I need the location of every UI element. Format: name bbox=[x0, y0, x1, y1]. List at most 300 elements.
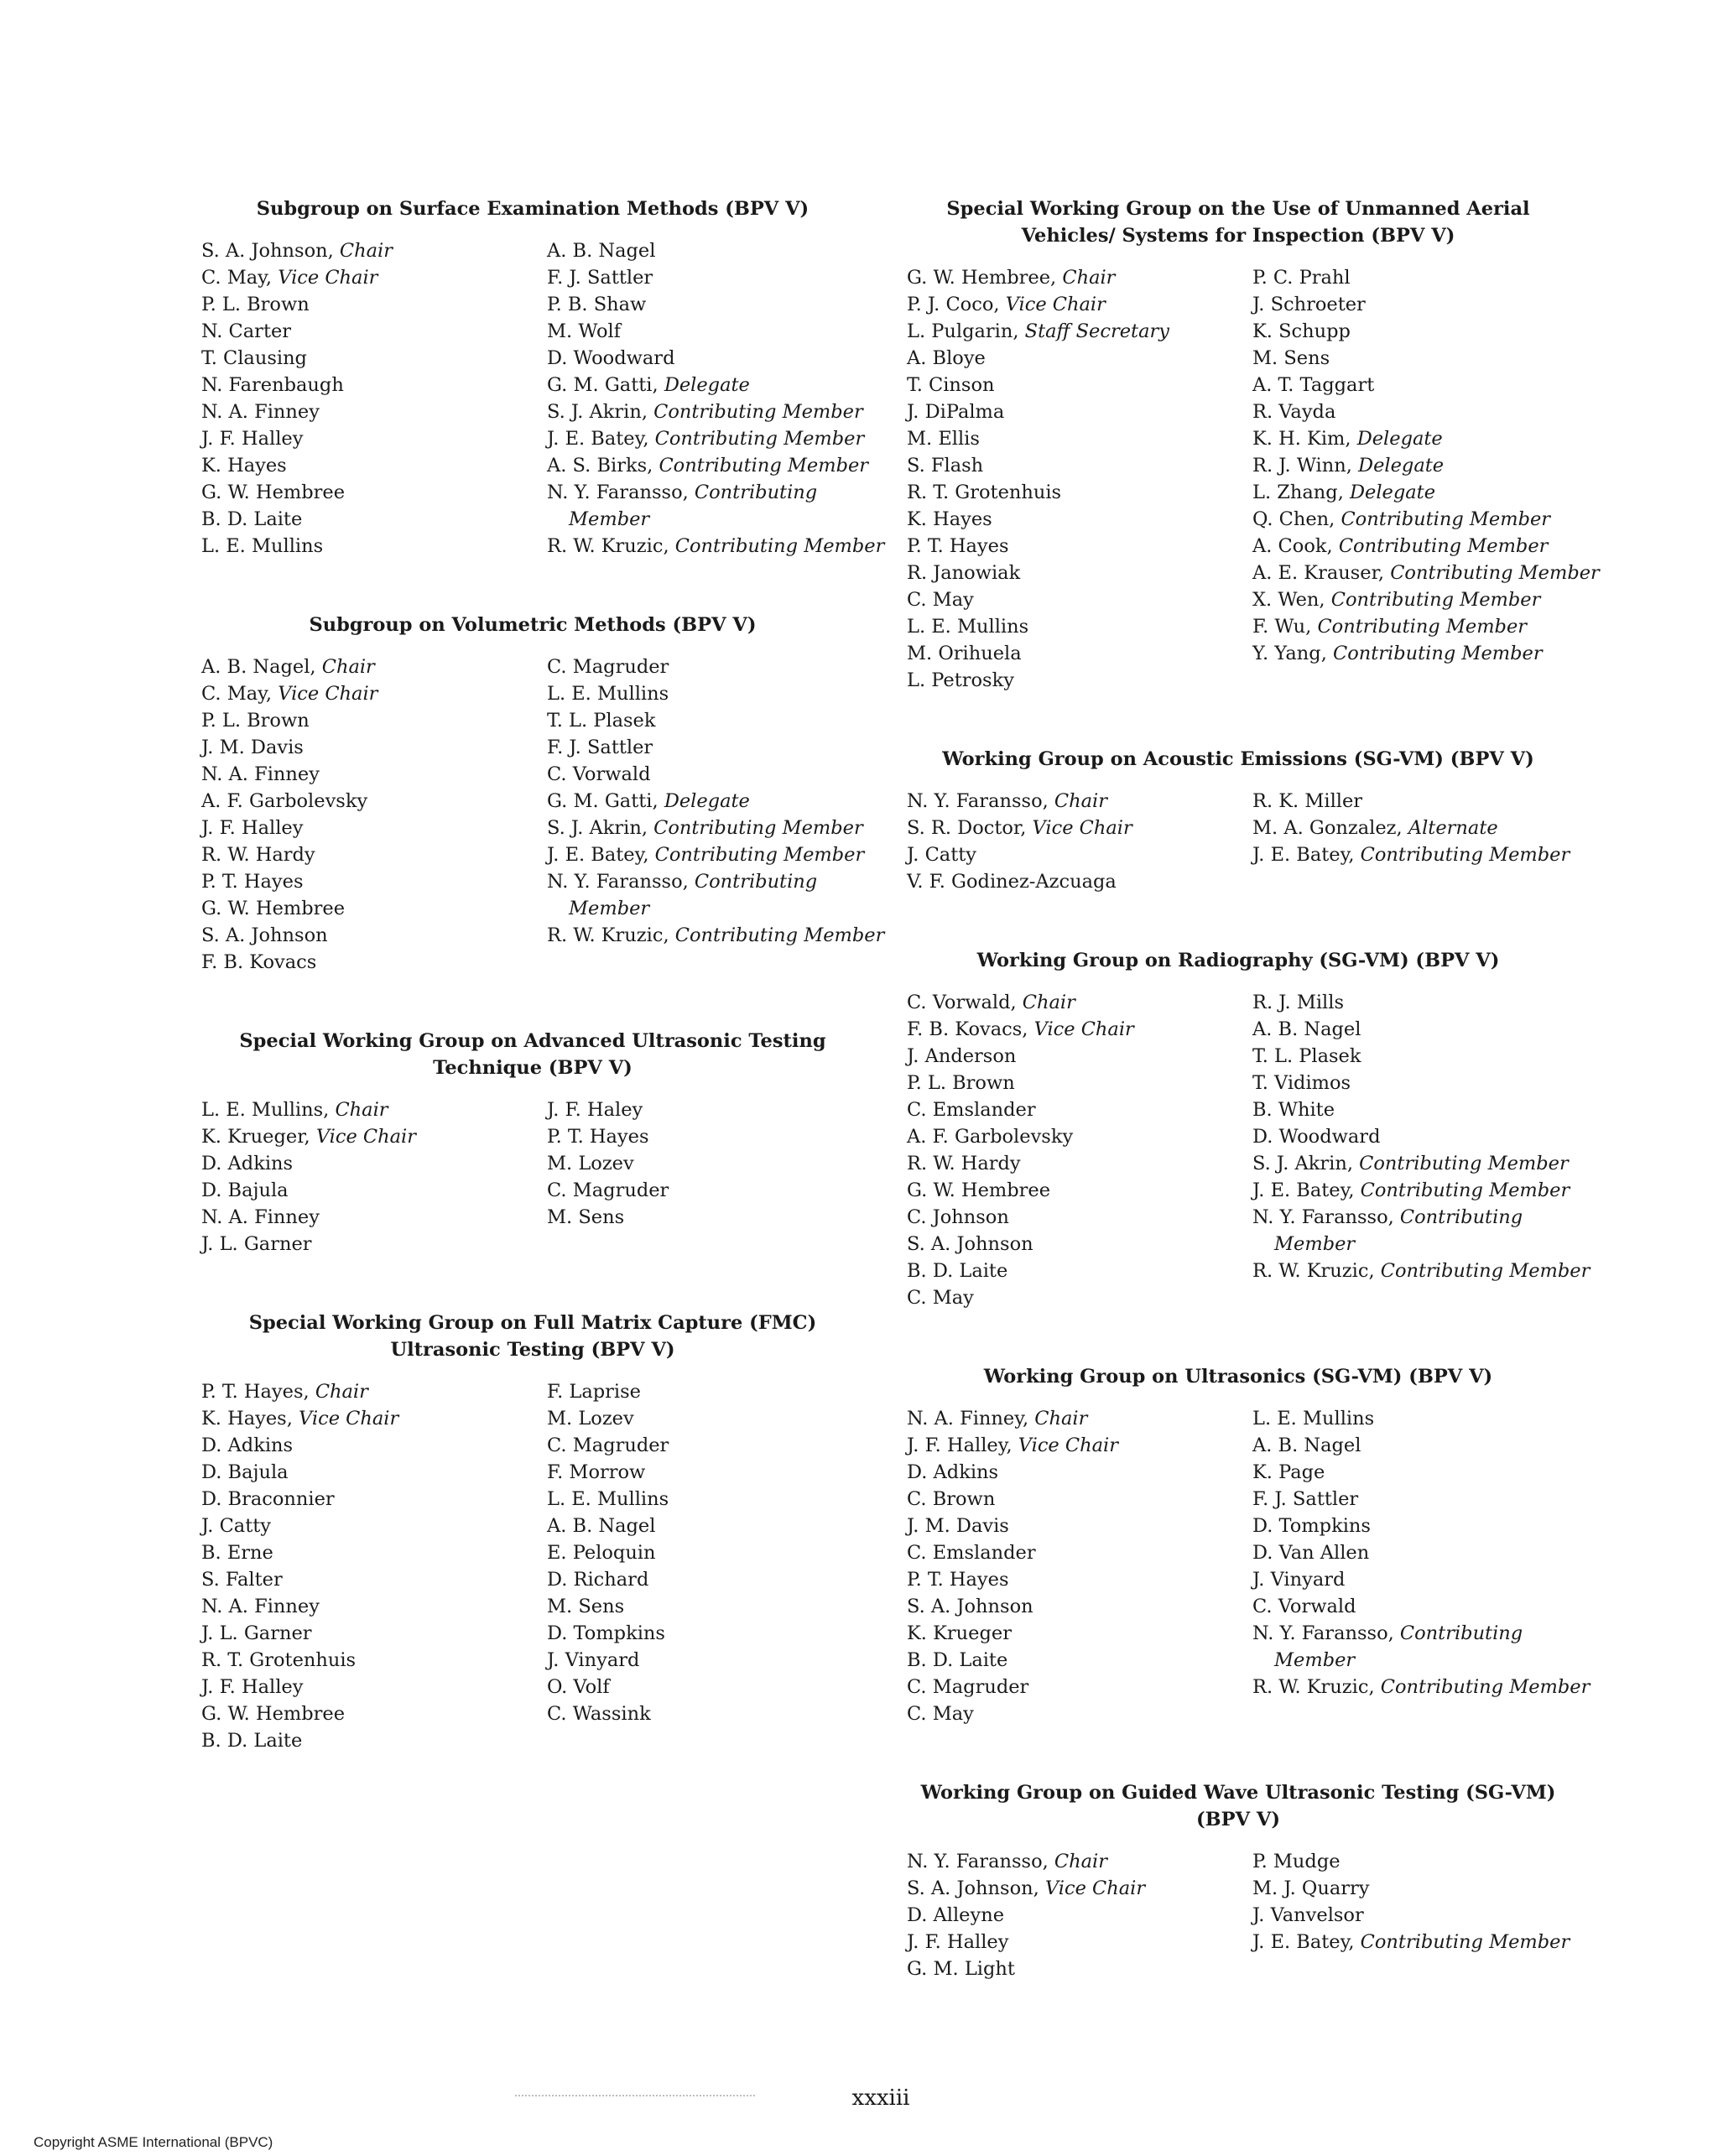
member-name: X. Wen bbox=[1252, 589, 1320, 611]
member-name: J. Vinyard bbox=[1252, 1569, 1346, 1591]
member-list bbox=[907, 788, 1570, 895]
member-entry bbox=[547, 680, 864, 707]
member-name: P. C. Prahl bbox=[1252, 267, 1351, 289]
member-entry bbox=[1252, 1875, 1570, 1902]
member-entry bbox=[201, 1231, 547, 1258]
member-entry bbox=[907, 1929, 1252, 1956]
member-name: P. J. Coco bbox=[907, 294, 994, 315]
member-name: J. L. Garner bbox=[201, 1622, 312, 1644]
member-entry bbox=[1252, 1070, 1570, 1096]
member-name: S. J. Akrin bbox=[547, 401, 642, 423]
member-role: Delegate bbox=[1358, 455, 1445, 477]
member-name: J. Anderson bbox=[907, 1045, 1017, 1067]
member-entry: K. Hayes, Vice Chair bbox=[201, 1408, 399, 1430]
member-name: L. E. Mullins bbox=[201, 535, 324, 557]
member-entry: F. B. Kovacs, Vice Chair bbox=[907, 1018, 1134, 1040]
member-role: Contributing Member bbox=[1341, 508, 1551, 530]
member-entry bbox=[907, 1513, 1252, 1539]
member-name: C. May bbox=[907, 589, 974, 611]
member-name: D. Adkins bbox=[907, 1461, 999, 1483]
member-name: G. W. Hembree bbox=[201, 898, 346, 919]
member-entry bbox=[201, 1486, 547, 1513]
member-entry bbox=[547, 1513, 864, 1539]
member-name: C. Magruder bbox=[547, 1180, 669, 1201]
member-entry: J. F. Halley, Vice Chair bbox=[907, 1435, 1118, 1456]
member-name: D. Tompkins bbox=[1252, 1515, 1371, 1537]
member-name: P. T. Hayes bbox=[201, 871, 304, 893]
member-name: P. B. Shaw bbox=[547, 294, 647, 315]
member-entry bbox=[907, 586, 1252, 613]
right-column bbox=[907, 195, 1600, 2034]
member-name: A. B. Nagel bbox=[1252, 1435, 1361, 1456]
member-name: L. E. Mullins bbox=[547, 683, 669, 705]
member-entry: N. Y. Faransso, Contributing Member bbox=[547, 482, 818, 530]
section-heading: Working Group on Ultrasonics (SG-VM) (BPV V) bbox=[983, 1366, 1493, 1388]
member-role: Contributing Member bbox=[659, 455, 869, 477]
member-name: C. Wassink bbox=[547, 1703, 651, 1725]
member-name: J. Catty bbox=[907, 844, 977, 866]
member-name: J. E. Batey bbox=[547, 428, 643, 450]
member-role: Vice Chair bbox=[1032, 817, 1132, 839]
member-name: C. Johnson bbox=[907, 1206, 1009, 1228]
member-entry bbox=[201, 895, 547, 922]
member-name: A. B. Nagel bbox=[1252, 1018, 1361, 1040]
member-name: D. Bajula bbox=[201, 1461, 289, 1483]
member-entry: J. E. Batey, Contributing Member bbox=[1252, 1931, 1570, 1953]
member-column bbox=[1252, 788, 1570, 895]
member-entry bbox=[201, 1674, 547, 1700]
member-name: A. S. Birks bbox=[547, 455, 648, 477]
member-name: D. Bajula bbox=[201, 1180, 289, 1201]
member-name: M. J. Quarry bbox=[1252, 1877, 1370, 1899]
member-name: G. M. Gatti bbox=[547, 374, 653, 396]
member-role: Chair bbox=[1054, 790, 1107, 812]
member-role: Contributing Member bbox=[1380, 1260, 1590, 1282]
member-name: K. Hayes bbox=[201, 455, 287, 477]
member-entry bbox=[201, 1150, 547, 1177]
member-list bbox=[201, 237, 885, 560]
member-entry: J. E. Batey, Contributing Member bbox=[547, 428, 865, 450]
member-entry: N. Y. Faransso, Contributing Member bbox=[1252, 1622, 1523, 1671]
member-entry bbox=[907, 1700, 1252, 1727]
member-entry: L. Zhang, Delegate bbox=[1252, 482, 1436, 503]
member-role: Contributing Member bbox=[1330, 589, 1541, 611]
member-column bbox=[1252, 1848, 1570, 1982]
member-entry bbox=[907, 868, 1252, 895]
member-name: F. J. Sattler bbox=[1252, 1488, 1359, 1510]
committee-section-working-group-on-guided-wave-ultrasonic-testing- bbox=[907, 1779, 1570, 1982]
member-column bbox=[201, 654, 547, 976]
member-name: J. E. Batey bbox=[547, 844, 643, 866]
member-name: R. W. Hardy bbox=[201, 844, 315, 866]
committee-section-subgroup-on-surface-examination-methods-bpv-v bbox=[201, 195, 885, 560]
member-entry: A. S. Birks, Contributing Member bbox=[547, 455, 869, 477]
member-name: L. E. Mullins bbox=[547, 1488, 669, 1510]
member-role: Contributing Member bbox=[674, 535, 885, 557]
member-role: Delegate bbox=[664, 790, 750, 812]
member-entry: N. A. Finney, Chair bbox=[907, 1408, 1088, 1430]
member-name: P. T. Hayes bbox=[907, 535, 1009, 557]
member-name: G. W. Hembree bbox=[201, 482, 346, 503]
member-entry bbox=[547, 1539, 864, 1566]
member-name: S. J. Akrin bbox=[1252, 1153, 1347, 1174]
member-name: G. M. Light bbox=[907, 1958, 1015, 1980]
member-name: D. Braconnier bbox=[201, 1488, 335, 1510]
member-name: F. B. Kovacs bbox=[907, 1018, 1023, 1040]
member-entry bbox=[1252, 1539, 1570, 1566]
member-role: Vice Chair bbox=[278, 267, 378, 289]
member-name: L. E. Mullins bbox=[1252, 1408, 1375, 1430]
member-entry bbox=[907, 1593, 1252, 1620]
member-entry bbox=[201, 372, 547, 398]
member-entry bbox=[907, 1177, 1252, 1204]
member-role: Contributing Member bbox=[1274, 1622, 1523, 1671]
member-name: L. Petrosky bbox=[907, 669, 1014, 691]
member-name: L. E. Mullins bbox=[201, 1099, 324, 1121]
member-name: L. Zhang bbox=[1252, 482, 1338, 503]
member-name: G. M. Gatti bbox=[547, 790, 653, 812]
member-name: T. L. Plasek bbox=[547, 710, 656, 732]
section-heading: Special Working Group on the Use of Unmanned Aerial Vehicles/ Systems for Inspection (BPV V) bbox=[946, 198, 1530, 247]
member-entry: N. Y. Faransso, Contributing Member bbox=[1252, 1206, 1523, 1255]
member-name: P. L. Brown bbox=[907, 1072, 1015, 1094]
member-name: R. Janowiak bbox=[907, 562, 1021, 584]
member-role: Contributing Member bbox=[1360, 1180, 1570, 1201]
member-role: Vice Chair bbox=[315, 1126, 417, 1148]
committee-section-special-working-group-on-advanced-ultrasonic-tes bbox=[201, 1028, 864, 1258]
member-entry bbox=[547, 1432, 864, 1459]
member-role: Chair bbox=[1034, 1408, 1088, 1430]
member-name: R. W. Hardy bbox=[907, 1153, 1021, 1174]
member-entry bbox=[547, 1123, 864, 1150]
member-name: S. A. Johnson bbox=[201, 240, 328, 262]
member-entry: G. M. Gatti, Delegate bbox=[547, 374, 750, 396]
member-name: N. Y. Faransso bbox=[1252, 1622, 1388, 1644]
section-heading: Working Group on Acoustic Emissions (SG-VM) (BPV V) bbox=[942, 748, 1534, 770]
member-role: Chair bbox=[1022, 992, 1075, 1013]
member-name: K. H. Kim bbox=[1252, 428, 1346, 450]
member-role: Chair bbox=[321, 656, 375, 678]
member-entry bbox=[201, 815, 547, 841]
member-entry bbox=[201, 452, 547, 479]
member-entry bbox=[547, 1674, 864, 1700]
member-name: B. D. Laite bbox=[201, 1730, 303, 1752]
section-heading: Special Working Group on Full Matrix Capture (FMC) Ultrasonic Testing (BPV V) bbox=[248, 1312, 817, 1361]
member-list bbox=[201, 1096, 864, 1258]
member-entry bbox=[547, 707, 864, 734]
member-entry bbox=[1252, 1405, 1570, 1432]
member-entry bbox=[547, 734, 864, 761]
member-entry bbox=[201, 707, 547, 734]
member-name: B. White bbox=[1252, 1099, 1335, 1121]
member-entry: N. Y. Faransso, Contributing Member bbox=[547, 871, 818, 919]
member-name: F. Morrow bbox=[547, 1461, 646, 1483]
member-role: Vice Chair bbox=[299, 1408, 399, 1430]
member-entry bbox=[907, 1566, 1252, 1593]
member-entry bbox=[547, 264, 864, 291]
member-role: Vice Chair bbox=[1018, 1435, 1118, 1456]
member-name: Q. Chen bbox=[1252, 508, 1330, 530]
member-column bbox=[201, 1096, 547, 1258]
member-entry bbox=[201, 1647, 547, 1674]
member-entry bbox=[547, 1486, 864, 1513]
member-entry: S. R. Doctor, Vice Chair bbox=[907, 817, 1132, 839]
member-name: N. A. Finney bbox=[201, 763, 320, 785]
member-entry: G. M. Gatti, Delegate bbox=[547, 790, 750, 812]
member-name: B. D. Laite bbox=[907, 1649, 1008, 1671]
member-entry bbox=[547, 1204, 864, 1231]
member-entry bbox=[201, 1620, 547, 1647]
member-name: R. W. Kruzic bbox=[1252, 1260, 1369, 1282]
member-entry bbox=[907, 533, 1252, 560]
member-entry bbox=[201, 734, 547, 761]
member-role: Contributing Member bbox=[569, 871, 818, 919]
member-name: R. W. Kruzic bbox=[547, 535, 664, 557]
member-entry bbox=[547, 1593, 864, 1620]
member-name: J. Schroeter bbox=[1252, 294, 1366, 315]
member-entry bbox=[547, 1378, 864, 1405]
member-name: S. A. Johnson bbox=[907, 1233, 1033, 1255]
copyright-notice: Copyright ASME International (BPVC) bbox=[34, 2134, 273, 2150]
member-entry bbox=[201, 398, 547, 425]
member-name: R. T. Grotenhuis bbox=[907, 482, 1062, 503]
member-name: E. Peloquin bbox=[547, 1542, 656, 1564]
member-entry bbox=[907, 506, 1252, 533]
member-name: M. Ellis bbox=[907, 428, 980, 450]
member-entry bbox=[201, 1432, 547, 1459]
member-entry bbox=[907, 425, 1252, 452]
member-name: N. A. Finney bbox=[201, 401, 320, 423]
member-role: Contributing Member bbox=[1333, 643, 1543, 664]
member-role: Contributing Member bbox=[654, 428, 865, 450]
member-role: Contributing Member bbox=[1390, 562, 1600, 584]
member-name: R. K. Miller bbox=[1252, 790, 1363, 812]
member-entry bbox=[201, 345, 547, 372]
committee-section-special-working-group-on-full-matrix-capture-fmc bbox=[201, 1310, 864, 1754]
member-name: P. T. Hayes bbox=[907, 1569, 1009, 1591]
member-entry: R. J. Winn, Delegate bbox=[1252, 455, 1445, 477]
member-entry: C. May, Vice Chair bbox=[201, 267, 378, 289]
member-entry bbox=[907, 372, 1252, 398]
member-name: M. Wolf bbox=[547, 320, 622, 342]
member-entry: J. E. Batey, Contributing Member bbox=[547, 844, 865, 866]
member-name: C. Vorwald bbox=[1252, 1596, 1356, 1617]
member-name: B. D. Laite bbox=[201, 508, 303, 530]
member-entry bbox=[201, 1727, 547, 1754]
member-name: M. A. Gonzalez bbox=[1252, 817, 1397, 839]
member-name: J. E. Batey bbox=[1252, 844, 1349, 866]
member-role: Contributing Member bbox=[1274, 1206, 1523, 1255]
member-entry: S. J. Akrin, Contributing Member bbox=[547, 817, 863, 839]
member-name: J. Vinyard bbox=[547, 1649, 640, 1671]
member-entry bbox=[907, 613, 1252, 640]
member-entry bbox=[201, 479, 547, 506]
member-name: S. Flash bbox=[907, 455, 984, 477]
member-entry: S. A. Johnson, Vice Chair bbox=[907, 1877, 1146, 1899]
member-entry bbox=[907, 1258, 1252, 1284]
member-name: F. Laprise bbox=[547, 1381, 641, 1403]
member-name: N. Y. Faransso bbox=[907, 1851, 1043, 1872]
member-entry bbox=[1252, 372, 1570, 398]
member-entry bbox=[201, 1539, 547, 1566]
member-name: C. Emslander bbox=[907, 1099, 1036, 1121]
member-name: J. Vanvelsor bbox=[1252, 1904, 1364, 1926]
member-entry bbox=[1252, 1123, 1570, 1150]
member-name: V. F. Godinez-Azcuaga bbox=[907, 871, 1117, 893]
member-entry bbox=[907, 667, 1252, 694]
member-name: C. Brown bbox=[907, 1488, 996, 1510]
member-entry: F. Wu, Contributing Member bbox=[1252, 616, 1528, 638]
member-entry: S. J. Akrin, Contributing Member bbox=[547, 401, 863, 423]
member-name: N. A. Finney bbox=[201, 1206, 320, 1228]
member-name: T. Cinson bbox=[907, 374, 995, 396]
member-name: N. A. Finney bbox=[201, 1596, 320, 1617]
member-name: J. F. Halley bbox=[201, 428, 304, 450]
member-name: F. J. Sattler bbox=[547, 267, 653, 289]
member-entry bbox=[201, 318, 547, 345]
member-entry bbox=[1252, 989, 1570, 1016]
member-entry bbox=[907, 479, 1252, 506]
member-name: C. Vorwald bbox=[907, 992, 1011, 1013]
section-heading: Subgroup on Volumetric Methods (BPV V) bbox=[309, 614, 757, 636]
member-list bbox=[907, 264, 1600, 694]
member-role: Contributing Member bbox=[653, 401, 863, 423]
member-name: G. W. Hembree bbox=[907, 1180, 1051, 1201]
member-entry: S. J. Akrin, Contributing Member bbox=[1252, 1153, 1569, 1174]
member-name: F. J. Sattler bbox=[547, 737, 653, 758]
member-name: N. Farenbaugh bbox=[201, 374, 344, 396]
member-column bbox=[907, 1848, 1252, 1982]
member-entry bbox=[907, 640, 1252, 667]
member-role: Delegate bbox=[1350, 482, 1436, 503]
member-name: C. May bbox=[907, 1287, 974, 1309]
member-list bbox=[907, 1405, 1590, 1727]
member-entry bbox=[201, 868, 547, 895]
member-name: D. Adkins bbox=[201, 1435, 294, 1456]
member-list bbox=[201, 1378, 864, 1754]
committee-section-working-group-on-radiography-sg-vm-bpv-v bbox=[907, 947, 1590, 1311]
committee-section-working-group-on-acoustic-emissions-sg-vm-bpv-v bbox=[907, 746, 1570, 895]
member-entry bbox=[907, 1070, 1252, 1096]
member-name: J. F. Halley bbox=[907, 1931, 1009, 1953]
member-name: D. Woodward bbox=[547, 347, 675, 369]
member-name: D. Van Allen bbox=[1252, 1542, 1370, 1564]
member-entry bbox=[1252, 291, 1570, 318]
member-entry bbox=[1252, 1016, 1570, 1043]
member-entry bbox=[907, 841, 1252, 868]
member-entry: L. Pulgarin, Staff Secretary bbox=[907, 320, 1169, 342]
member-entry bbox=[907, 1902, 1252, 1929]
member-entry bbox=[907, 1204, 1252, 1231]
member-role: Delegate bbox=[1356, 428, 1443, 450]
member-entry bbox=[1252, 1043, 1570, 1070]
member-entry bbox=[1252, 1848, 1570, 1875]
section-heading: Working Group on Radiography (SG-VM) (BPV V) bbox=[976, 950, 1500, 971]
member-role: Contributing Member bbox=[569, 482, 818, 530]
member-entry: C. Vorwald, Chair bbox=[907, 992, 1075, 1013]
member-entry bbox=[1252, 345, 1570, 372]
member-entry bbox=[547, 1566, 864, 1593]
member-name: T. Vidimos bbox=[1252, 1072, 1351, 1094]
member-name: S. Falter bbox=[201, 1569, 283, 1591]
member-name: J. F. Halley bbox=[201, 817, 304, 839]
member-entry: Q. Chen, Contributing Member bbox=[1252, 508, 1551, 530]
member-name: J. E. Batey bbox=[1252, 1180, 1349, 1201]
member-entry bbox=[547, 1177, 864, 1204]
member-name: N. A. Finney bbox=[907, 1408, 1023, 1430]
member-entry bbox=[907, 1956, 1252, 1982]
member-name: C. Magruder bbox=[547, 656, 669, 678]
member-name: C. Magruder bbox=[907, 1676, 1029, 1698]
member-entry: C. May, Vice Chair bbox=[201, 683, 378, 705]
member-entry: M. A. Gonzalez, Alternate bbox=[1252, 817, 1498, 839]
member-entry bbox=[201, 761, 547, 788]
member-entry bbox=[907, 1647, 1252, 1674]
member-entry bbox=[1252, 1902, 1570, 1929]
member-role: Contributing Member bbox=[1317, 616, 1528, 638]
member-entry bbox=[1252, 398, 1570, 425]
member-column bbox=[1252, 989, 1590, 1311]
member-role: Contributing Member bbox=[1338, 535, 1549, 557]
member-name: K. Krueger bbox=[201, 1126, 305, 1148]
member-entry bbox=[547, 345, 864, 372]
member-role: Contributing Member bbox=[1380, 1676, 1590, 1698]
member-name: R. W. Kruzic bbox=[1252, 1676, 1369, 1698]
member-entry bbox=[1252, 1096, 1570, 1123]
member-name: K. Krueger bbox=[907, 1622, 1012, 1644]
member-entry bbox=[907, 1096, 1252, 1123]
member-name: O. Volf bbox=[547, 1676, 610, 1698]
member-role: Chair bbox=[315, 1381, 368, 1403]
member-role: Chair bbox=[339, 240, 393, 262]
member-entry bbox=[201, 949, 547, 976]
section-heading: Special Working Group on Advanced Ultrasonic Testing Technique (BPV V) bbox=[239, 1030, 826, 1079]
member-entry bbox=[907, 1231, 1252, 1258]
member-name: M. Lozev bbox=[547, 1153, 634, 1174]
member-entry bbox=[201, 291, 547, 318]
member-entry: N. Y. Faransso, Chair bbox=[907, 1851, 1107, 1872]
member-name: K. Hayes bbox=[201, 1408, 287, 1430]
member-role: Chair bbox=[1062, 267, 1116, 289]
member-column bbox=[547, 1096, 864, 1258]
member-name: N. Y. Faransso bbox=[547, 482, 683, 503]
member-name: R. J. Mills bbox=[1252, 992, 1344, 1013]
section-heading: Subgroup on Surface Examination Methods (BPV V) bbox=[256, 198, 810, 220]
member-entry: G. W. Hembree, Chair bbox=[907, 267, 1116, 289]
member-name: J. F. Halley bbox=[201, 1676, 304, 1698]
member-name: R. W. Kruzic bbox=[547, 924, 664, 946]
member-name: N. Carter bbox=[201, 320, 292, 342]
member-role: Vice Chair bbox=[1005, 294, 1106, 315]
member-entry bbox=[1252, 1486, 1570, 1513]
left-column bbox=[201, 195, 885, 1806]
member-name: M. Lozev bbox=[547, 1408, 634, 1430]
section-heading: Working Group on Guided Wave Ultrasonic Testing (SG-VM) (BPV V) bbox=[920, 1782, 1556, 1831]
member-name: C. Vorwald bbox=[547, 763, 651, 785]
member-entry: R. W. Kruzic, Contributing Member bbox=[1252, 1260, 1590, 1282]
committee-section-subgroup-on-volumetric-methods-bpv-v bbox=[201, 612, 885, 976]
member-name: M. Sens bbox=[547, 1206, 625, 1228]
member-entry bbox=[201, 506, 547, 533]
member-name: M. Sens bbox=[1252, 347, 1330, 369]
member-entry bbox=[907, 452, 1252, 479]
member-role: Contributing Member bbox=[654, 844, 865, 866]
committee-section-special-working-group-on-the-use-of-unmanned-aer bbox=[907, 195, 1600, 694]
member-role: Contributing Member bbox=[1360, 844, 1570, 866]
member-name: B. D. Laite bbox=[907, 1260, 1008, 1282]
member-name: R. T. Grotenhuis bbox=[201, 1649, 357, 1671]
member-entry bbox=[547, 1647, 864, 1674]
